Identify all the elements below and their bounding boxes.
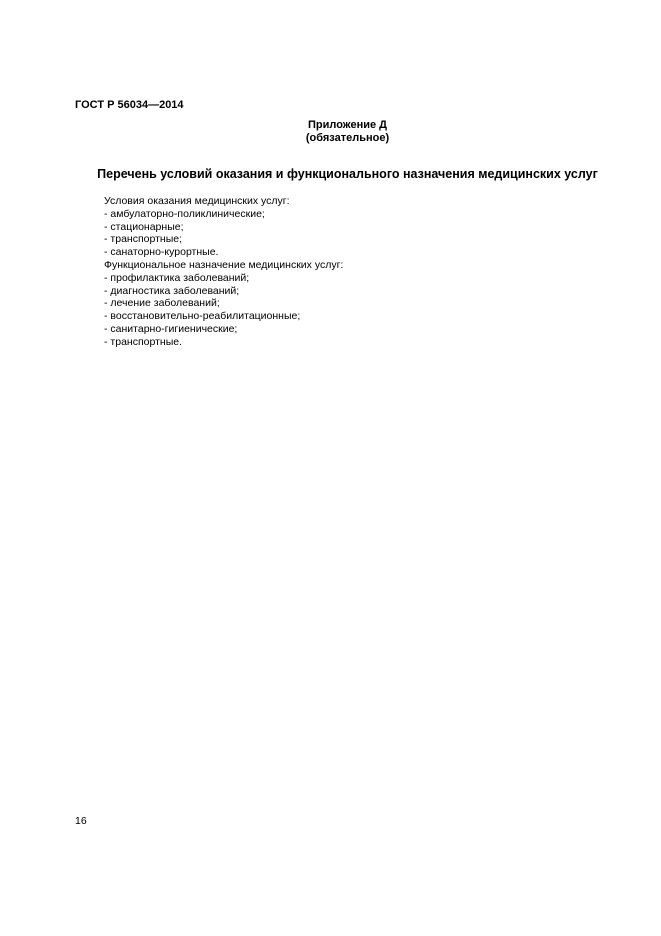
- body-text: [104, 195, 343, 349]
- body-line: - санитарно-гигиенические;: [104, 322, 238, 335]
- body-line: - восстановительно-реабилитационные;: [104, 310, 301, 323]
- body-line: - транспортные;: [104, 233, 182, 246]
- body-line: - амбулаторно-поликлинические;: [104, 207, 265, 220]
- appendix-subtitle: (обязательное): [305, 131, 390, 144]
- body-line: - лечение заболеваний;: [104, 297, 220, 310]
- body-line: - транспортные.: [104, 335, 182, 348]
- appendix-block: [75, 119, 620, 144]
- body-line: - профилактика заболеваний;: [104, 271, 250, 284]
- body-line: Условия оказания медицинских услуг:: [104, 195, 290, 207]
- document-number: ГОСТ Р 56034—2014: [75, 99, 184, 111]
- body-line: - санаторно-курортные.: [104, 246, 219, 259]
- body-line: Функциональное назначение медицинских услуг:: [104, 258, 344, 271]
- body-line: - стационарные;: [104, 220, 184, 233]
- body-line: - диагностика заболеваний;: [104, 284, 240, 297]
- appendix-title: Приложение Д: [308, 119, 387, 131]
- section-heading: Перечень условий оказания и функционального назначения медицинских услуг: [97, 167, 598, 181]
- page-number: 16: [75, 815, 87, 827]
